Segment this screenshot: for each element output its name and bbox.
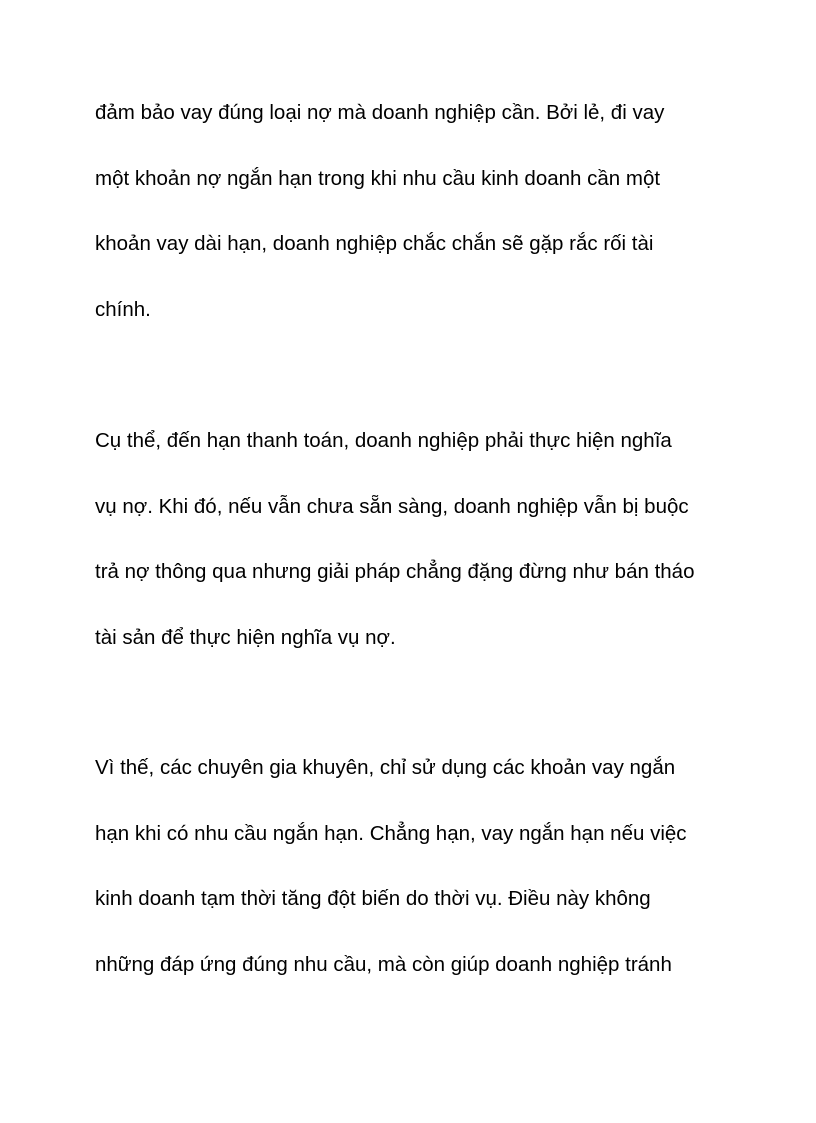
text-line: vụ nợ. Khi đó, nếu vẫn chưa sẵn sàng, doanh nghiệp vẫn bị buộc — [95, 494, 689, 518]
paragraph-3 — [95, 754, 755, 1016]
text-line: một khoản nợ ngắn hạn trong khi nhu cầu kinh doanh cần một — [95, 166, 661, 190]
text-line: chính. — [95, 297, 151, 321]
text-line: trả nợ thông qua nhưng giải pháp chẳng đặng đừng như bán tháo — [95, 560, 695, 583]
text-line: Vì thế, các chuyên gia khuyên, chỉ sử dụng các khoản vay ngắn — [95, 756, 676, 779]
paragraph-2 — [95, 427, 755, 689]
paragraph-1 — [95, 99, 755, 361]
text-line: khoản vay dài hạn, doanh nghiệp chắc chắn sẽ gặp rắc rối tài — [95, 232, 654, 255]
text-line: đảm bảo vay đúng loại nợ mà doanh nghiệp cần. Bởi lẻ, đi vay — [95, 101, 665, 124]
text-line: Cụ thể, đến hạn thanh toán, doanh nghiệp phải thực hiện nghĩa — [95, 429, 672, 452]
text-line: tài sản để thực hiện nghĩa vụ nợ. — [95, 625, 396, 649]
text-line: kinh doanh tạm thời tăng đột biến do thời vụ. Điều này không — [95, 887, 651, 910]
text-line: những đáp ứng đúng nhu cầu, mà còn giúp doanh nghiệp tránh — [95, 952, 672, 976]
text-line: hạn khi có nhu cầu ngắn hạn. Chẳng hạn, vay ngắn hạn nếu việc — [95, 821, 687, 845]
